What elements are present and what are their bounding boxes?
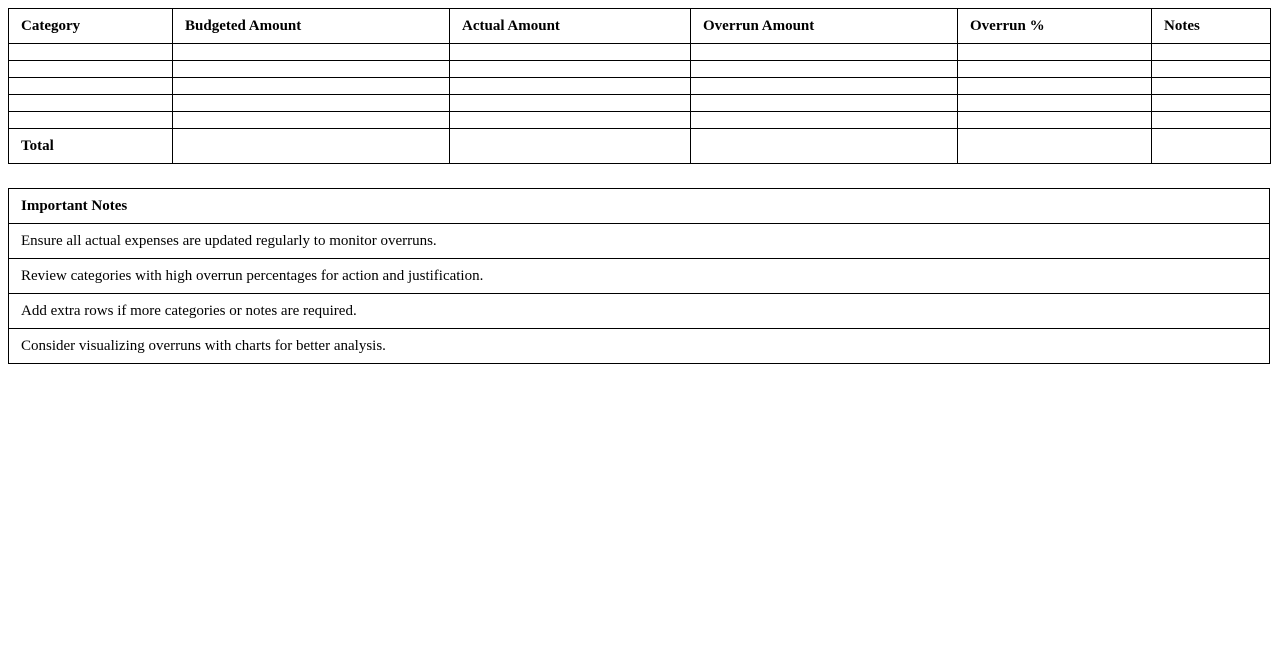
total-label: Total: [9, 129, 173, 164]
cell-overrun-percent[interactable]: [958, 44, 1152, 61]
cell-actual-amount[interactable]: [450, 61, 691, 78]
cell-category[interactable]: [9, 95, 173, 112]
cell-overrun-percent[interactable]: [958, 95, 1152, 112]
header-category: Category: [9, 9, 173, 44]
note-text: Consider visualizing overruns with charts for better analysis.: [9, 329, 1270, 364]
cell-category[interactable]: [9, 61, 173, 78]
cell-category[interactable]: [9, 112, 173, 129]
table-header-row: [9, 9, 1271, 44]
table-row: [9, 61, 1271, 78]
cell-budgeted-amount[interactable]: [173, 112, 450, 129]
cell-notes[interactable]: [1152, 61, 1271, 78]
notes-header: Important Notes: [9, 189, 1270, 224]
important-notes-table: [8, 188, 1270, 364]
total-row: [9, 129, 1271, 164]
table-row: [9, 78, 1271, 95]
cell-category[interactable]: [9, 78, 173, 95]
header-budgeted-amount: Budgeted Amount: [173, 9, 450, 44]
cell-overrun-amount[interactable]: [691, 44, 958, 61]
cell-budgeted-amount[interactable]: [173, 78, 450, 95]
list-item: [9, 224, 1270, 259]
note-text: Add extra rows if more categories or notes are required.: [9, 294, 1270, 329]
cell-notes[interactable]: [1152, 95, 1271, 112]
cell-actual-amount[interactable]: [450, 44, 691, 61]
total-actual-amount[interactable]: [450, 129, 691, 164]
header-actual-amount: Actual Amount: [450, 9, 691, 44]
total-overrun-amount[interactable]: [691, 129, 958, 164]
cell-actual-amount[interactable]: [450, 112, 691, 129]
cell-notes[interactable]: [1152, 44, 1271, 61]
cell-overrun-percent[interactable]: [958, 78, 1152, 95]
cell-actual-amount[interactable]: [450, 95, 691, 112]
cell-overrun-percent[interactable]: [958, 112, 1152, 129]
cell-notes[interactable]: [1152, 78, 1271, 95]
header-overrun-percent: Overrun %: [958, 9, 1152, 44]
cell-actual-amount[interactable]: [450, 78, 691, 95]
cell-budgeted-amount[interactable]: [173, 95, 450, 112]
cell-overrun-amount[interactable]: [691, 78, 958, 95]
total-notes[interactable]: [1152, 129, 1271, 164]
header-overrun-amount: Overrun Amount: [691, 9, 958, 44]
header-notes: Notes: [1152, 9, 1271, 44]
list-item: [9, 329, 1270, 364]
total-budgeted-amount[interactable]: [173, 129, 450, 164]
cell-overrun-percent[interactable]: [958, 61, 1152, 78]
cell-budgeted-amount[interactable]: [173, 44, 450, 61]
cell-overrun-amount[interactable]: [691, 112, 958, 129]
list-item: [9, 259, 1270, 294]
table-row: [9, 95, 1271, 112]
note-text: Ensure all actual expenses are updated regularly to monitor overruns.: [9, 224, 1270, 259]
notes-header-row: [9, 189, 1270, 224]
cell-category[interactable]: [9, 44, 173, 61]
table-row: [9, 112, 1271, 129]
total-overrun-percent[interactable]: [958, 129, 1152, 164]
cell-budgeted-amount[interactable]: [173, 61, 450, 78]
table-row: [9, 44, 1271, 61]
note-text: Review categories with high overrun percentages for action and justification.: [9, 259, 1270, 294]
budget-overrun-table: [8, 8, 1271, 164]
cell-notes[interactable]: [1152, 112, 1271, 129]
list-item: [9, 294, 1270, 329]
cell-overrun-amount[interactable]: [691, 95, 958, 112]
cell-overrun-amount[interactable]: [691, 61, 958, 78]
